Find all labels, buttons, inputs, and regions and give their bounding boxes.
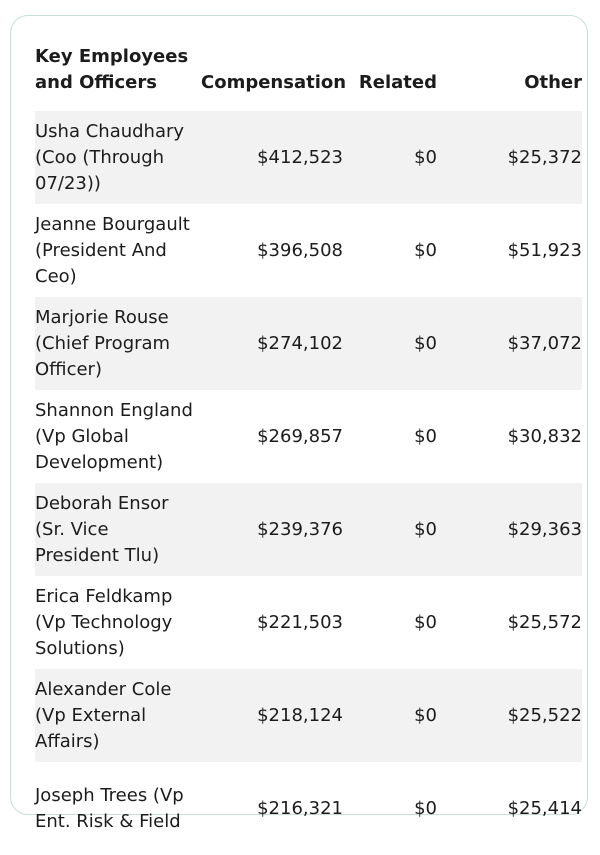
related-value: $0	[414, 518, 437, 540]
employee-name: Joseph Trees (Vp Ent. Risk & Field	[35, 784, 184, 832]
compensation-value: $396,508	[257, 239, 343, 261]
compensation-value: $412,523	[257, 146, 343, 168]
compensation-card	[10, 15, 588, 832]
employee-name: Erica Feldkamp (Vp Technology Solutions)	[35, 585, 173, 659]
related-value: $0	[414, 425, 437, 447]
other-value: $25,414	[507, 797, 582, 819]
related-value: $0	[414, 332, 437, 354]
header-related: Related	[358, 72, 437, 93]
compensation-value: $218,124	[257, 704, 343, 726]
header-compensation: Compensation	[201, 72, 347, 93]
other-value: $25,572	[507, 611, 582, 633]
header-key-employees: Key Employees and Officers	[35, 46, 189, 93]
employee-name: Alexander Cole (Vp External Affairs)	[35, 678, 172, 752]
employee-name: Usha Chaudhary (Coo (Through 07/23))	[35, 120, 185, 194]
employee-name: Deborah Ensor (Sr. Vice President Tlu)	[35, 492, 169, 566]
table-row	[35, 483, 582, 576]
other-value: $37,072	[507, 332, 582, 354]
employee-name: Shannon England (Vp Global Development)	[35, 399, 193, 473]
other-value: $25,372	[507, 146, 582, 168]
table-row	[35, 669, 582, 762]
employee-name: Jeanne Bourgault (President And Ceo)	[35, 213, 190, 287]
table-row	[35, 111, 582, 204]
compensation-value: $216,321	[257, 797, 343, 819]
table-row	[35, 762, 582, 855]
related-value: $0	[414, 146, 437, 168]
table-row	[35, 204, 582, 297]
table-row	[35, 576, 582, 669]
table-body	[35, 111, 582, 855]
compensation-value: $269,857	[257, 425, 343, 447]
other-value: $29,363	[507, 518, 582, 540]
compensation-table	[35, 36, 582, 855]
header-other: Other	[524, 72, 582, 93]
table-header	[35, 36, 582, 96]
other-value: $25,522	[507, 704, 582, 726]
employee-name: Marjorie Rouse (Chief Program Officer)	[35, 306, 171, 380]
table-row	[35, 390, 582, 483]
compensation-value: $239,376	[257, 518, 343, 540]
compensation-value: $221,503	[257, 611, 343, 633]
related-value: $0	[414, 704, 437, 726]
related-value: $0	[414, 797, 437, 819]
other-value: $30,832	[507, 425, 582, 447]
related-value: $0	[414, 239, 437, 261]
table-row	[35, 297, 582, 390]
other-value: $51,923	[507, 239, 582, 261]
compensation-value: $274,102	[257, 332, 343, 354]
related-value: $0	[414, 611, 437, 633]
